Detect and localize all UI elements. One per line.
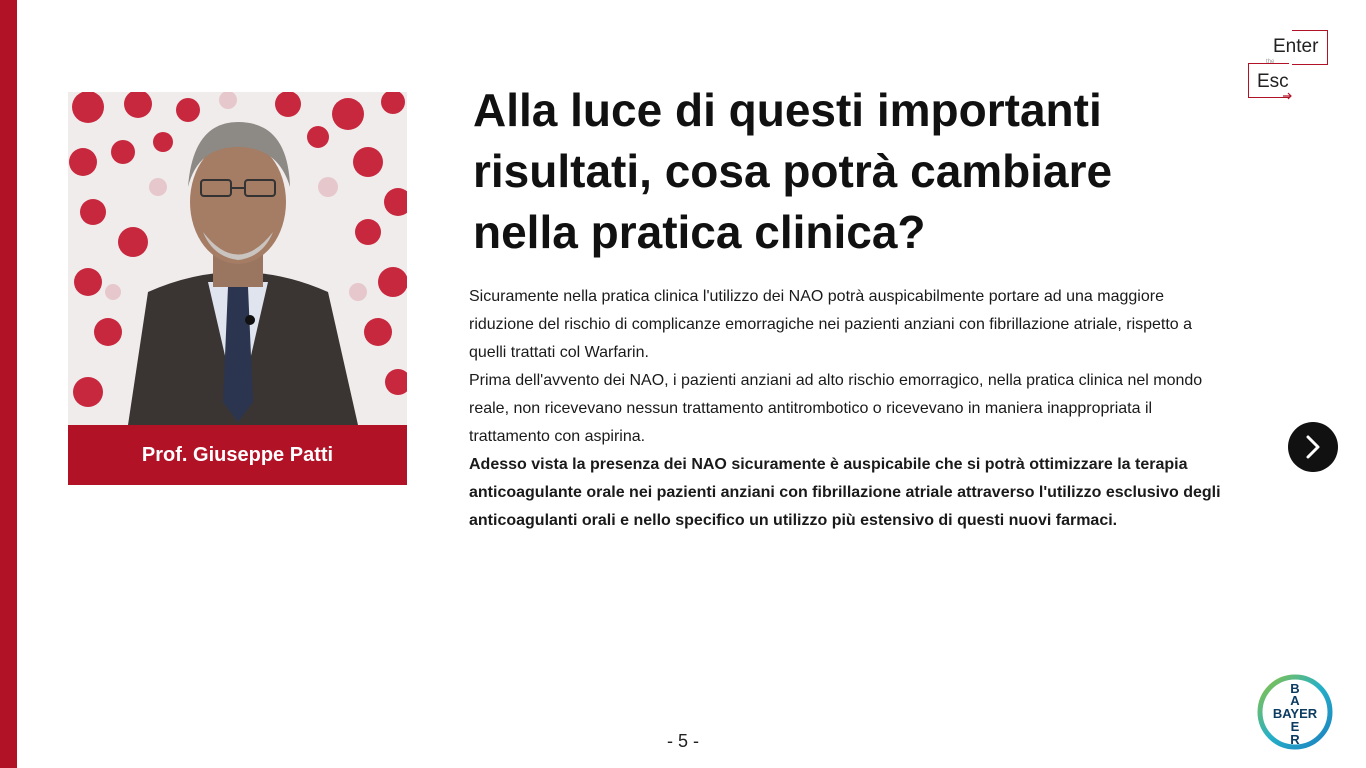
body-text xyxy=(469,283,1229,535)
logo-letter-a: A xyxy=(1290,693,1300,708)
chevron-right-icon xyxy=(1302,434,1324,460)
page-title: Alla luce di questi importanti risultati, cosa potrà cambiare nella pratica clinica? xyxy=(473,84,1113,258)
body-paragraph-1: Sicuramente nella pratica clinica l'utilizzo dei NAO potrà auspicabilmente portare ad una maggiore riduzione del rischio di complicanze emorragiche nei pazienti anziani con fibrillazione atriale, rispetto a quelli trattati col Warfarin. xyxy=(469,288,1193,361)
body-paragraph-2: Prima dell'avvento dei NAO, i pazienti anziani ad alto rischio emorragico, nella pratica clinica nel mondo reale, non ricevevano nessun trattamento antitrombotico o ricevevano in maniera inappropriata il trattamento con aspirina. xyxy=(469,372,1203,445)
left-accent-bar xyxy=(0,0,17,768)
logo-letter-r: R xyxy=(1290,732,1300,747)
next-slide-button[interactable] xyxy=(1288,422,1338,472)
enter-button[interactable]: Enter xyxy=(1273,36,1319,57)
logo-wordmark: BAYER xyxy=(1272,706,1318,721)
logo-letter-e: E xyxy=(1290,719,1300,734)
arrow-right-icon xyxy=(1283,91,1293,101)
the-label: the xyxy=(1266,59,1275,65)
body-paragraph-3: Adesso vista la presenza dei NAO sicuramente è auspicabile che si potrà ottimizzare la terapia anticoagulante orale nei pazienti anziani con fibrillazione atriale attraverso l'utilizzo esclusivo degli anticoagulanti orali e nello specifico un utilizzo più estensivo di questi nuovi farmaci. xyxy=(469,456,1221,529)
logo-letter-b: B xyxy=(1290,681,1300,696)
speaker-photo xyxy=(68,92,407,425)
esc-button[interactable]: Esc xyxy=(1257,71,1289,92)
speaker-name: Prof. Giuseppe Patti xyxy=(68,425,407,485)
page-number: - 5 - xyxy=(666,731,699,751)
bayer-logo xyxy=(1256,673,1334,751)
